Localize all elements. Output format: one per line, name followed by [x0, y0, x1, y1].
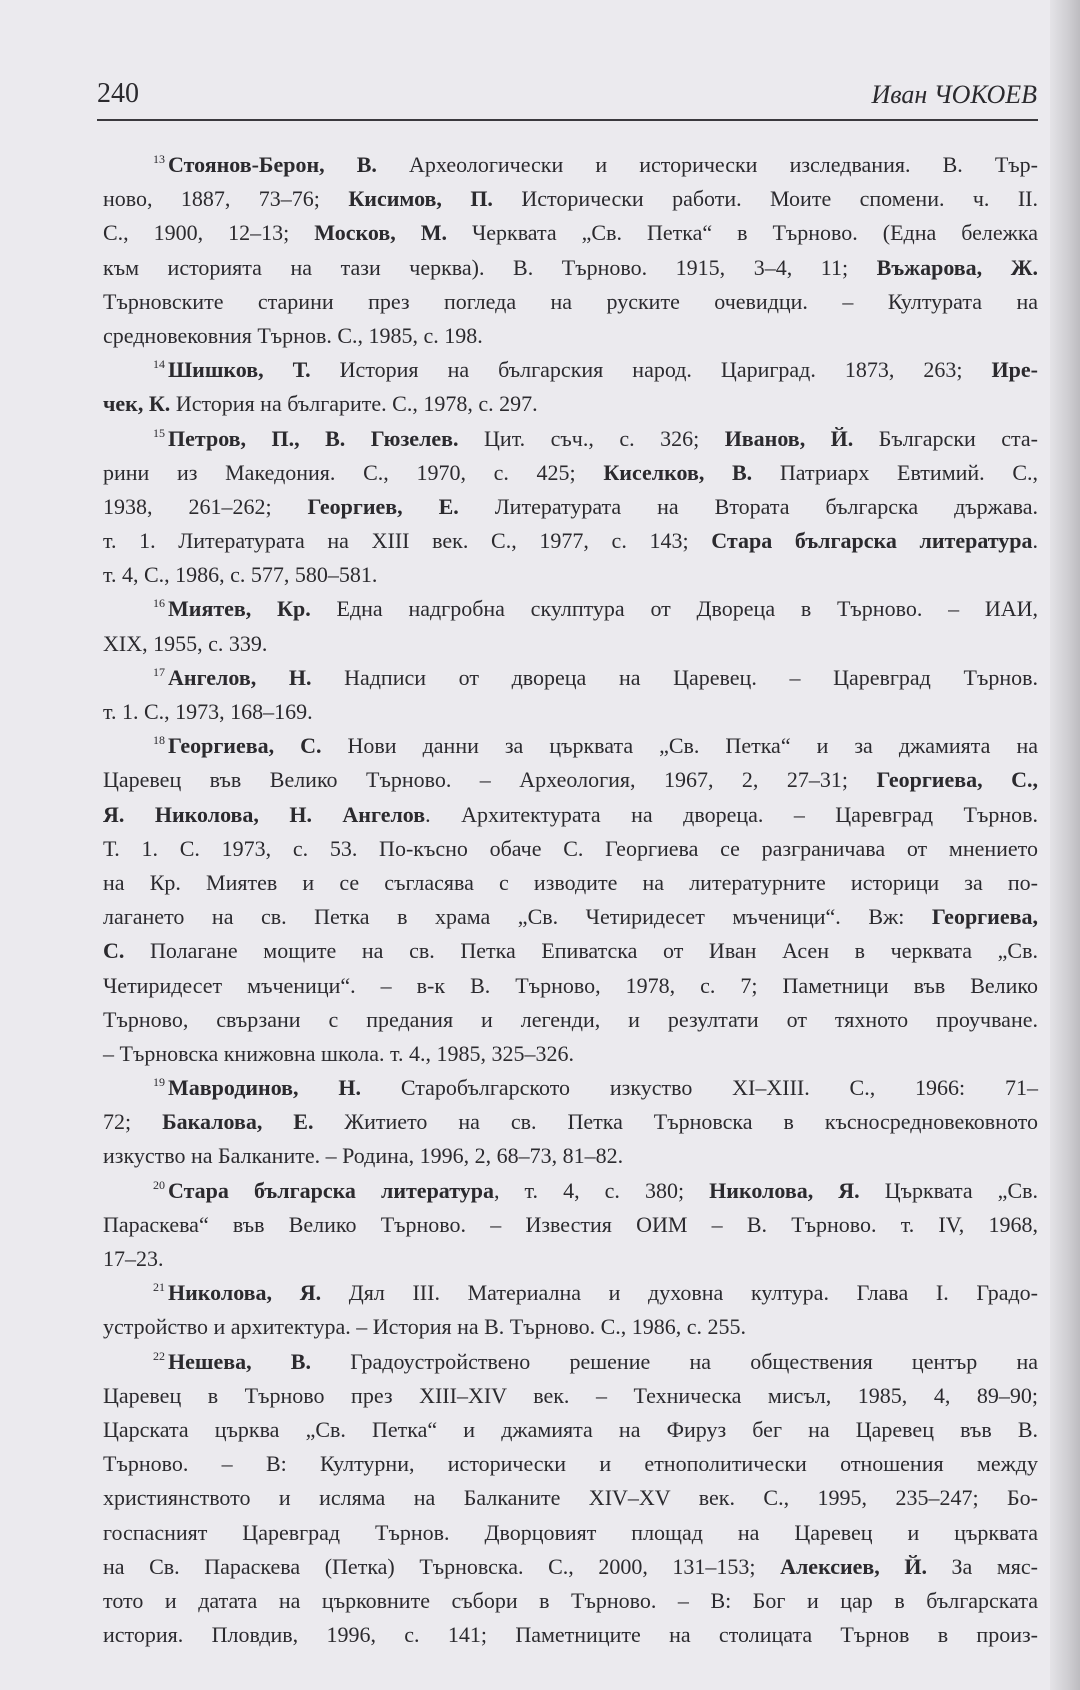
footnote-first-line	[103, 1071, 1038, 1105]
citation-author: Киселков, В.	[603, 459, 753, 485]
citation-text: рини из Македония. С., 1970, с. 425;	[103, 459, 604, 485]
citation-author: Георгиев, Е.	[307, 493, 459, 519]
page-number: 240	[97, 78, 139, 109]
footnote-number: 18	[153, 733, 165, 748]
citation-author: Бакалова, Е.	[162, 1109, 314, 1135]
citation-text: средновековния Търнов. С., 1985, с. 198.	[103, 322, 483, 348]
citation-text: Старобългарското изкуство XI–XIII. С., 1966: 71–	[361, 1075, 1038, 1101]
footnote-first-line	[103, 1345, 1038, 1379]
footnote-line	[103, 1139, 1038, 1173]
running-header	[97, 78, 1037, 118]
citation-text: Една надгробна скулптура от Двореца в Търново. – ИАИ,	[310, 596, 1039, 622]
citation-text: За мяс-	[926, 1553, 1039, 1579]
citation-text: Полагане мощите на св. Петка Епиватска от Иван Асен в черквата „Св.	[124, 938, 1038, 964]
footnote-first-line	[103, 1174, 1038, 1208]
citation-text: т. 1. Литературата на XIII век. С., 1977, с. 143;	[103, 528, 712, 554]
citation-text: ново, 1887, 73–76;	[103, 186, 349, 212]
citation-text: Царската църква „Св. Петка“ и джамията на Фируз бег на Царевец във В.	[103, 1416, 1038, 1442]
footnote-line	[103, 1310, 1038, 1344]
citation-text: 17–23.	[103, 1246, 164, 1271]
footnote-line	[103, 1618, 1038, 1652]
footnote-line	[103, 798, 1038, 832]
footnote-first-line	[103, 729, 1038, 763]
citation-author: Кисимов, П.	[348, 186, 493, 212]
citation-author: Мавродинов, Н.	[168, 1075, 362, 1101]
citation-text: Български ста-	[853, 425, 1039, 451]
footnote-line	[103, 490, 1038, 524]
footnote-number: 13	[153, 152, 165, 166]
citation-text: . Архитектурата на двореца. – Царевград Търнов.	[425, 801, 1039, 827]
citation-author: Стоянов-Берон, В.	[168, 152, 377, 177]
footnote-line	[103, 319, 1038, 353]
citation-text: – Търновска книжовна школа. т. 4., 1985, 325–326.	[103, 1040, 574, 1066]
citation-author: Стара българска литература	[711, 528, 1033, 554]
citation-text: Т. 1. С. 1973, с. 53. По-късно обаче С. Георгиева се разграничава от мнението	[103, 835, 1038, 861]
footnote-number: 19	[153, 1075, 165, 1090]
citation-text: т. 4, С., 1986, с. 577, 580–581.	[103, 562, 378, 588]
footnote-line	[103, 695, 1038, 729]
footnote-line	[103, 1379, 1038, 1413]
citation-text: история. Пловдив, 1996, с. 141; Паметниците на столицата Търнов в произ-	[103, 1622, 1038, 1648]
citation-author: С.	[103, 938, 125, 964]
citation-author: Иванов, Й.	[724, 425, 854, 451]
citation-text: Нови данни за църквата „Св. Петка“ и за джамията на	[321, 733, 1038, 759]
footnote-number: 20	[153, 1177, 165, 1192]
citation-text: Царевец във Велико Търново. – Археология, 1967, 2, 27–31;	[103, 767, 877, 793]
footnote-line	[103, 900, 1038, 934]
footnote-line	[103, 182, 1038, 216]
citation-author: Стара българска литература	[168, 1177, 494, 1203]
footnote-line	[103, 1447, 1038, 1481]
footnote-line	[103, 216, 1038, 250]
citation-text: Търновските старини през погледа на руските очевидци. – Културата на	[103, 288, 1038, 314]
footnote-line	[103, 387, 1038, 421]
citation-author: Алексиев, Й.	[780, 1553, 927, 1579]
footnote-line	[103, 763, 1038, 797]
citation-text: Параскева“ във Велико Търново. – Известия ОИМ – В. Търново. т. IV, 1968,	[103, 1211, 1038, 1237]
citation-text: на Кр. Миятев и се съгласява с изводите на литературните историци за по-	[103, 869, 1038, 895]
footnote-line	[103, 1550, 1038, 1584]
footnote-line	[103, 866, 1038, 900]
footnote-line	[103, 1413, 1038, 1447]
footnote-line	[103, 1208, 1038, 1242]
citation-text: лагането на св. Петка в храма „Св. Четиридесет мъченици“. Вж:	[103, 904, 932, 930]
citation-text: Житието на св. Петка Търновска в късносредновековното	[313, 1109, 1038, 1135]
citation-text: на Св. Параскева (Петка) Търновска. С., 2000, 131–153;	[103, 1553, 781, 1579]
citation-author: Шишков, Т.	[168, 357, 311, 383]
citation-text: Цит. съч., с. 326;	[458, 425, 725, 451]
footnote-line	[103, 627, 1038, 661]
footnote-number: 22	[153, 1348, 165, 1363]
citation-author: Георгиева, С.	[168, 733, 322, 759]
citation-text: Църквата „Св.	[859, 1177, 1039, 1203]
footnote-line	[103, 251, 1038, 285]
citation-text: История на българите. С., 1978, с. 297.	[170, 391, 538, 417]
footnote-first-line	[103, 422, 1038, 456]
footnote-line	[103, 1481, 1038, 1515]
footnote-line	[103, 1105, 1038, 1139]
citation-text: 1938, 261–262;	[103, 493, 308, 519]
footnote-line	[103, 934, 1038, 968]
footnote-first-line	[103, 148, 1038, 182]
footnote-line	[103, 969, 1038, 1003]
citation-text: християнството и исляма на Балканите XIV–XV век. С., 1995, 235–247; Бо-	[103, 1485, 1038, 1511]
footnote-line	[103, 1003, 1038, 1037]
citation-author: Георгиева, С.,	[876, 767, 1038, 793]
footnote-number: 16	[153, 596, 165, 611]
citation-text: История на българския народ. Цариград. 1873, 263;	[310, 357, 992, 383]
header-rule	[97, 119, 1038, 121]
footnote-number: 14	[153, 357, 165, 372]
footnote-line	[103, 1584, 1038, 1618]
footnotes-block	[103, 148, 1038, 1652]
footnote-line	[103, 558, 1038, 592]
citation-author: Въжарова, Ж.	[876, 254, 1038, 280]
citation-text: т. 1. С., 1973, 168–169.	[103, 699, 313, 724]
citation-text: към историята на тази черква). В. Търново. 1915, 3–4, 11;	[103, 254, 877, 280]
footnote-first-line	[103, 1276, 1038, 1310]
citation-text: .	[1032, 528, 1038, 554]
citation-text: Патриарх Евтимий. С.,	[752, 459, 1039, 485]
citation-text: Четиридесет мъченици“. – в-к В. Търново, 1978, с. 7; Паметници във Велико	[103, 972, 1038, 998]
footnote-number: 17	[153, 664, 165, 679]
footnote-first-line	[103, 353, 1038, 387]
citation-author: Я. Николова, Н. Ангелов	[103, 801, 426, 827]
citation-text: Царевец в Търново през XIII–XIV век. – Техническа мисъл, 1985, 4, 89–90;	[103, 1382, 1038, 1408]
citation-text: госпасният Царевград Търнов. Дворцовият площад на Царевец и църквата	[103, 1519, 1038, 1545]
footnote-line	[103, 1242, 1038, 1276]
page-edge-shadow	[1050, 0, 1080, 1690]
footnote-first-line	[103, 592, 1038, 626]
citation-text: Търново. – В: Културни, исторически и етнополитически отношения между	[103, 1451, 1038, 1477]
footnote-line	[103, 1037, 1038, 1071]
citation-author: Николова, Я.	[168, 1280, 322, 1306]
citation-author: Петров, П., В. Гюзелев.	[168, 425, 459, 451]
citation-text: изкуство на Балканите. – Родина, 1996, 2, 68–73, 81–82.	[103, 1143, 624, 1169]
footnote-line	[103, 832, 1038, 866]
citation-author: Ангелов, Н.	[168, 664, 312, 690]
citation-text: Исторически работи. Моите спомени. ч. II.	[492, 186, 1038, 212]
citation-text: Градоустройствено решение на обществения център на	[310, 1348, 1038, 1374]
citation-author: Георгиева,	[931, 904, 1038, 930]
citation-text: XIX, 1955, с. 339.	[103, 630, 268, 656]
citation-text: Черквата „Св. Петка“ в Търново. (Една бележка	[446, 220, 1038, 246]
citation-author: Нешева, В.	[168, 1348, 311, 1374]
footnote-line	[103, 1516, 1038, 1550]
citation-text: , т. 4, с. 380;	[494, 1177, 710, 1203]
footnote-first-line	[103, 661, 1038, 695]
citation-text: Дял III. Материална и духовна култура. Глава I. Градо-	[321, 1280, 1038, 1306]
citation-text: 72;	[103, 1109, 163, 1135]
citation-text: Надписи от двореца на Царевец. – Царевград Търнов.	[311, 664, 1038, 690]
footnote-line	[103, 524, 1038, 558]
citation-text: тото и датата на църковните събори в Търново. – В: Бог и цар в българската	[103, 1587, 1038, 1613]
citation-text: Литературата на Втората българска държава.	[458, 493, 1038, 519]
citation-text: Търново, свързани с предания и легенди, и резултати от тяхното проучване.	[103, 1006, 1038, 1032]
citation-text: устройство и архитектура. – История на В. Търново. С., 1986, с. 255.	[103, 1314, 747, 1340]
citation-author: Ире-	[991, 357, 1038, 383]
citation-author: Москов, М.	[314, 220, 447, 246]
citation-text: С., 1900, 12–13;	[103, 220, 315, 246]
running-head-author: Иван ЧОКОЕВ	[871, 80, 1037, 109]
citation-text: Археологически и исторически изследвания. В. Тър-	[376, 152, 1038, 177]
footnote-number: 15	[153, 425, 165, 440]
citation-author: чек, К.	[103, 391, 171, 417]
citation-author: Николова, Я.	[709, 1177, 860, 1203]
footnote-number: 21	[153, 1280, 165, 1295]
footnote-line	[103, 285, 1038, 319]
citation-author: Миятев, Кр.	[168, 596, 311, 622]
footnote-line	[103, 456, 1038, 490]
